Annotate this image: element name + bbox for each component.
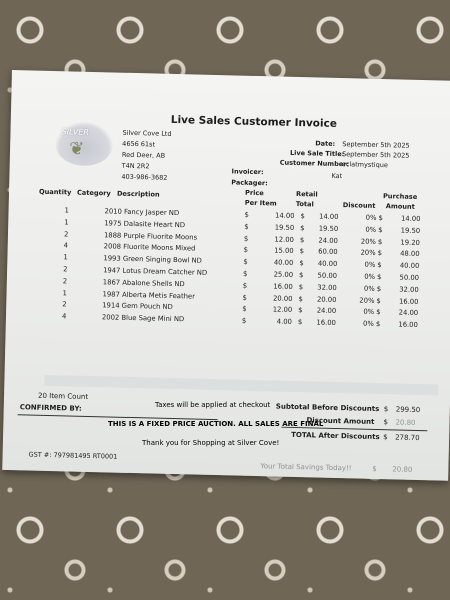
price-cell: 20.00 (272, 294, 293, 303)
purchase-amount-cell: 32.00 (399, 285, 419, 294)
discount-cell: 0% (364, 272, 376, 281)
savings-value: 20.80 (392, 465, 413, 474)
total-currency: $ (298, 282, 304, 291)
discount-cell: 20% (359, 296, 375, 305)
retail-total-cell: 32.00 (317, 283, 337, 292)
invoice-title: Live Sales Customer Invoice (170, 113, 338, 130)
logo-wordmark: SILVER (61, 127, 90, 137)
purchase-amount-cell: 14.00 (400, 214, 421, 224)
description-cell: 1867 Abalone Shells ND (102, 278, 185, 289)
description-cell: 1987 Alberta Metis Feather (102, 289, 196, 301)
description-cell: 2010 Fancy Jasper ND (104, 207, 180, 218)
invoicer-value: Kat (331, 171, 343, 181)
subtotal-label: Subtotal Before Discounts (275, 402, 380, 414)
retail-total-cell: 14.00 (318, 212, 339, 222)
table-end-band (44, 375, 438, 396)
price-cell: 4.00 (276, 317, 293, 327)
amount-currency: $ (377, 237, 383, 246)
packager-label: Packager: (231, 178, 268, 188)
thank-you-note: Thank you for Shopping at Silver Cove! (142, 439, 280, 447)
retail-total-cell: 60.00 (318, 247, 338, 257)
column-retail-top: Retail (295, 189, 318, 199)
seller-phone: 403-986-3682 (121, 172, 168, 182)
purchase-amount-cell: 48.00 (400, 249, 420, 259)
discount-cell: 20% (360, 248, 376, 258)
lotus-icon: ❦ (68, 138, 85, 160)
amount-currency: $ (378, 213, 383, 223)
amount-currency: $ (378, 225, 383, 234)
amount-currency: $ (375, 320, 381, 329)
purchase-amount-cell: 16.00 (398, 320, 418, 330)
description-cell: 1947 Lotus Dream Catcher ND (103, 266, 208, 277)
amount-currency: $ (377, 261, 382, 270)
total-currency: $ (298, 294, 303, 303)
qty-cell: 1 (64, 206, 70, 215)
column-price-top: Price (244, 188, 264, 198)
purchase-amount-cell: 19.50 (400, 226, 421, 235)
column-category: Category (76, 188, 111, 198)
price-cell: 12.00 (274, 235, 295, 244)
total-currency: $ (298, 306, 303, 315)
total-currency: $ (300, 223, 305, 232)
customer-number-label: Customer Number: (279, 158, 350, 169)
description-cell: 1993 Green Singing Bowl ND (103, 254, 202, 265)
seller-street: 4656 61st (122, 139, 156, 149)
column-purchase-top: Purchase (382, 192, 418, 201)
price-currency: $ (242, 305, 247, 314)
purchase-amount-cell: 40.00 (399, 261, 420, 271)
total-currency: $ (299, 235, 305, 244)
column-price-bottom: Per Item (244, 198, 277, 208)
discount-cell: 0% (363, 308, 375, 317)
total-currency: $ (383, 433, 388, 442)
date-label: Date: (315, 139, 336, 148)
price-cell: 19.50 (274, 223, 295, 232)
qty-cell: 1 (64, 218, 69, 227)
qty-cell: 1 (62, 288, 67, 298)
qty-cell: 1 (63, 253, 68, 262)
price-currency: $ (244, 222, 249, 231)
qty-cell: 4 (63, 241, 69, 250)
discount-cell: 0% (364, 260, 376, 270)
description-cell: 1975 Dalasite Heart ND (104, 219, 186, 230)
price-currency: $ (242, 293, 247, 302)
final-sale-note: THIS IS A FIXED PRICE AUCTION. ALL SALES ARE FINAL (108, 420, 324, 428)
price-currency: $ (243, 257, 248, 267)
live-sale-title-value: September 5th 2025 (341, 150, 410, 160)
total-currency: $ (299, 247, 305, 256)
price-currency: $ (244, 210, 249, 219)
price-currency: $ (241, 316, 247, 325)
subtotal-currency: $ (383, 405, 389, 414)
price-cell: 25.00 (273, 270, 294, 279)
discount-value: 20.80 (395, 418, 416, 427)
purchase-amount-cell: 24.00 (398, 308, 419, 318)
seller-name: Silver Cove Ltd (122, 128, 172, 138)
price-cell: 16.00 (273, 282, 293, 291)
purchase-amount-cell: 16.00 (398, 297, 419, 306)
purchase-amount-cell: 19.20 (400, 238, 421, 247)
total-currency: $ (300, 212, 305, 221)
amount-currency: $ (376, 284, 382, 293)
retail-total-cell: 19.50 (318, 224, 339, 233)
retail-total-cell: 24.00 (318, 236, 339, 245)
description-cell: 2008 Fluorite Moons Mixed (103, 242, 196, 253)
seller-city: Red Deer, AB (121, 150, 166, 160)
price-cell: 14.00 (274, 211, 295, 220)
price-cell: 12.00 (272, 305, 293, 315)
total-currency: $ (299, 259, 304, 268)
silver-cove-logo (55, 121, 114, 166)
column-purchase-bottom: Amount (385, 202, 415, 211)
column-quantity: Quantity (38, 187, 72, 197)
total-currency: $ (298, 271, 304, 280)
description-cell: 1914 Gem Pouch ND (102, 301, 173, 312)
discount-cell: 0% (365, 213, 377, 222)
price-currency: $ (242, 269, 248, 278)
purchase-amount-cell: 50.00 (399, 273, 420, 283)
column-retail-bottom: Total (295, 199, 314, 209)
discount-cell: 20% (360, 237, 377, 246)
discount-cell: 0% (363, 284, 375, 293)
amount-currency: $ (376, 296, 381, 305)
total-value: 278.70 (395, 433, 420, 443)
amount-currency: $ (377, 249, 383, 258)
description-cell: 1888 Purple Fluorite Moons (103, 230, 198, 242)
price-currency: $ (243, 246, 249, 255)
total-label: TOTAL After Discounts (291, 430, 380, 442)
customer-number-value: eclatmystique (341, 160, 388, 170)
retail-total-cell: 24.00 (316, 306, 337, 316)
retail-total-cell: 40.00 (317, 259, 338, 269)
qty-cell: 2 (62, 277, 68, 286)
seller-postal: T4N 2R2 (121, 161, 150, 171)
savings-currency: $ (372, 464, 377, 474)
live-sale-title-label: Live Sale Title: (289, 148, 345, 159)
date-value: September 5th 2025 (342, 140, 410, 150)
price-currency: $ (243, 234, 249, 243)
taxes-note: Taxes will be applied at checkout (155, 401, 271, 409)
discount-cell: 0% (363, 319, 374, 329)
savings-label: Your Total Savings Today!! (260, 462, 352, 473)
discount-currency: $ (383, 418, 389, 427)
amount-currency: $ (376, 308, 381, 317)
item-count: 20 Item Count (37, 391, 89, 401)
qty-cell: 2 (62, 300, 67, 309)
retail-total-cell: 50.00 (317, 271, 338, 281)
price-currency: $ (242, 281, 248, 290)
qty-cell: 2 (63, 265, 68, 274)
gst-number: GST #: 797981495 RT0001 (28, 450, 118, 461)
price-cell: 15.00 (274, 246, 294, 256)
discount-label: Discount Amount (306, 416, 375, 426)
qty-cell: 2 (63, 229, 69, 239)
column-description: Description (116, 189, 160, 199)
invoicer-label: Invoicer: (231, 167, 264, 177)
retail-total-cell: 16.00 (316, 318, 337, 328)
subtotal-value: 299.50 (395, 405, 421, 415)
confirmed-by-label: CONFIRMED BY: (19, 403, 82, 413)
description-cell: 2002 Blue Sage Mini ND (101, 313, 185, 324)
amount-currency: $ (376, 272, 382, 282)
total-currency: $ (297, 318, 303, 327)
price-cell: 40.00 (273, 258, 294, 268)
discount-cell: 0% (365, 225, 377, 234)
qty-cell: 4 (61, 312, 67, 321)
retail-total-cell: 20.00 (316, 295, 337, 304)
column-discount: Discount (342, 201, 376, 210)
